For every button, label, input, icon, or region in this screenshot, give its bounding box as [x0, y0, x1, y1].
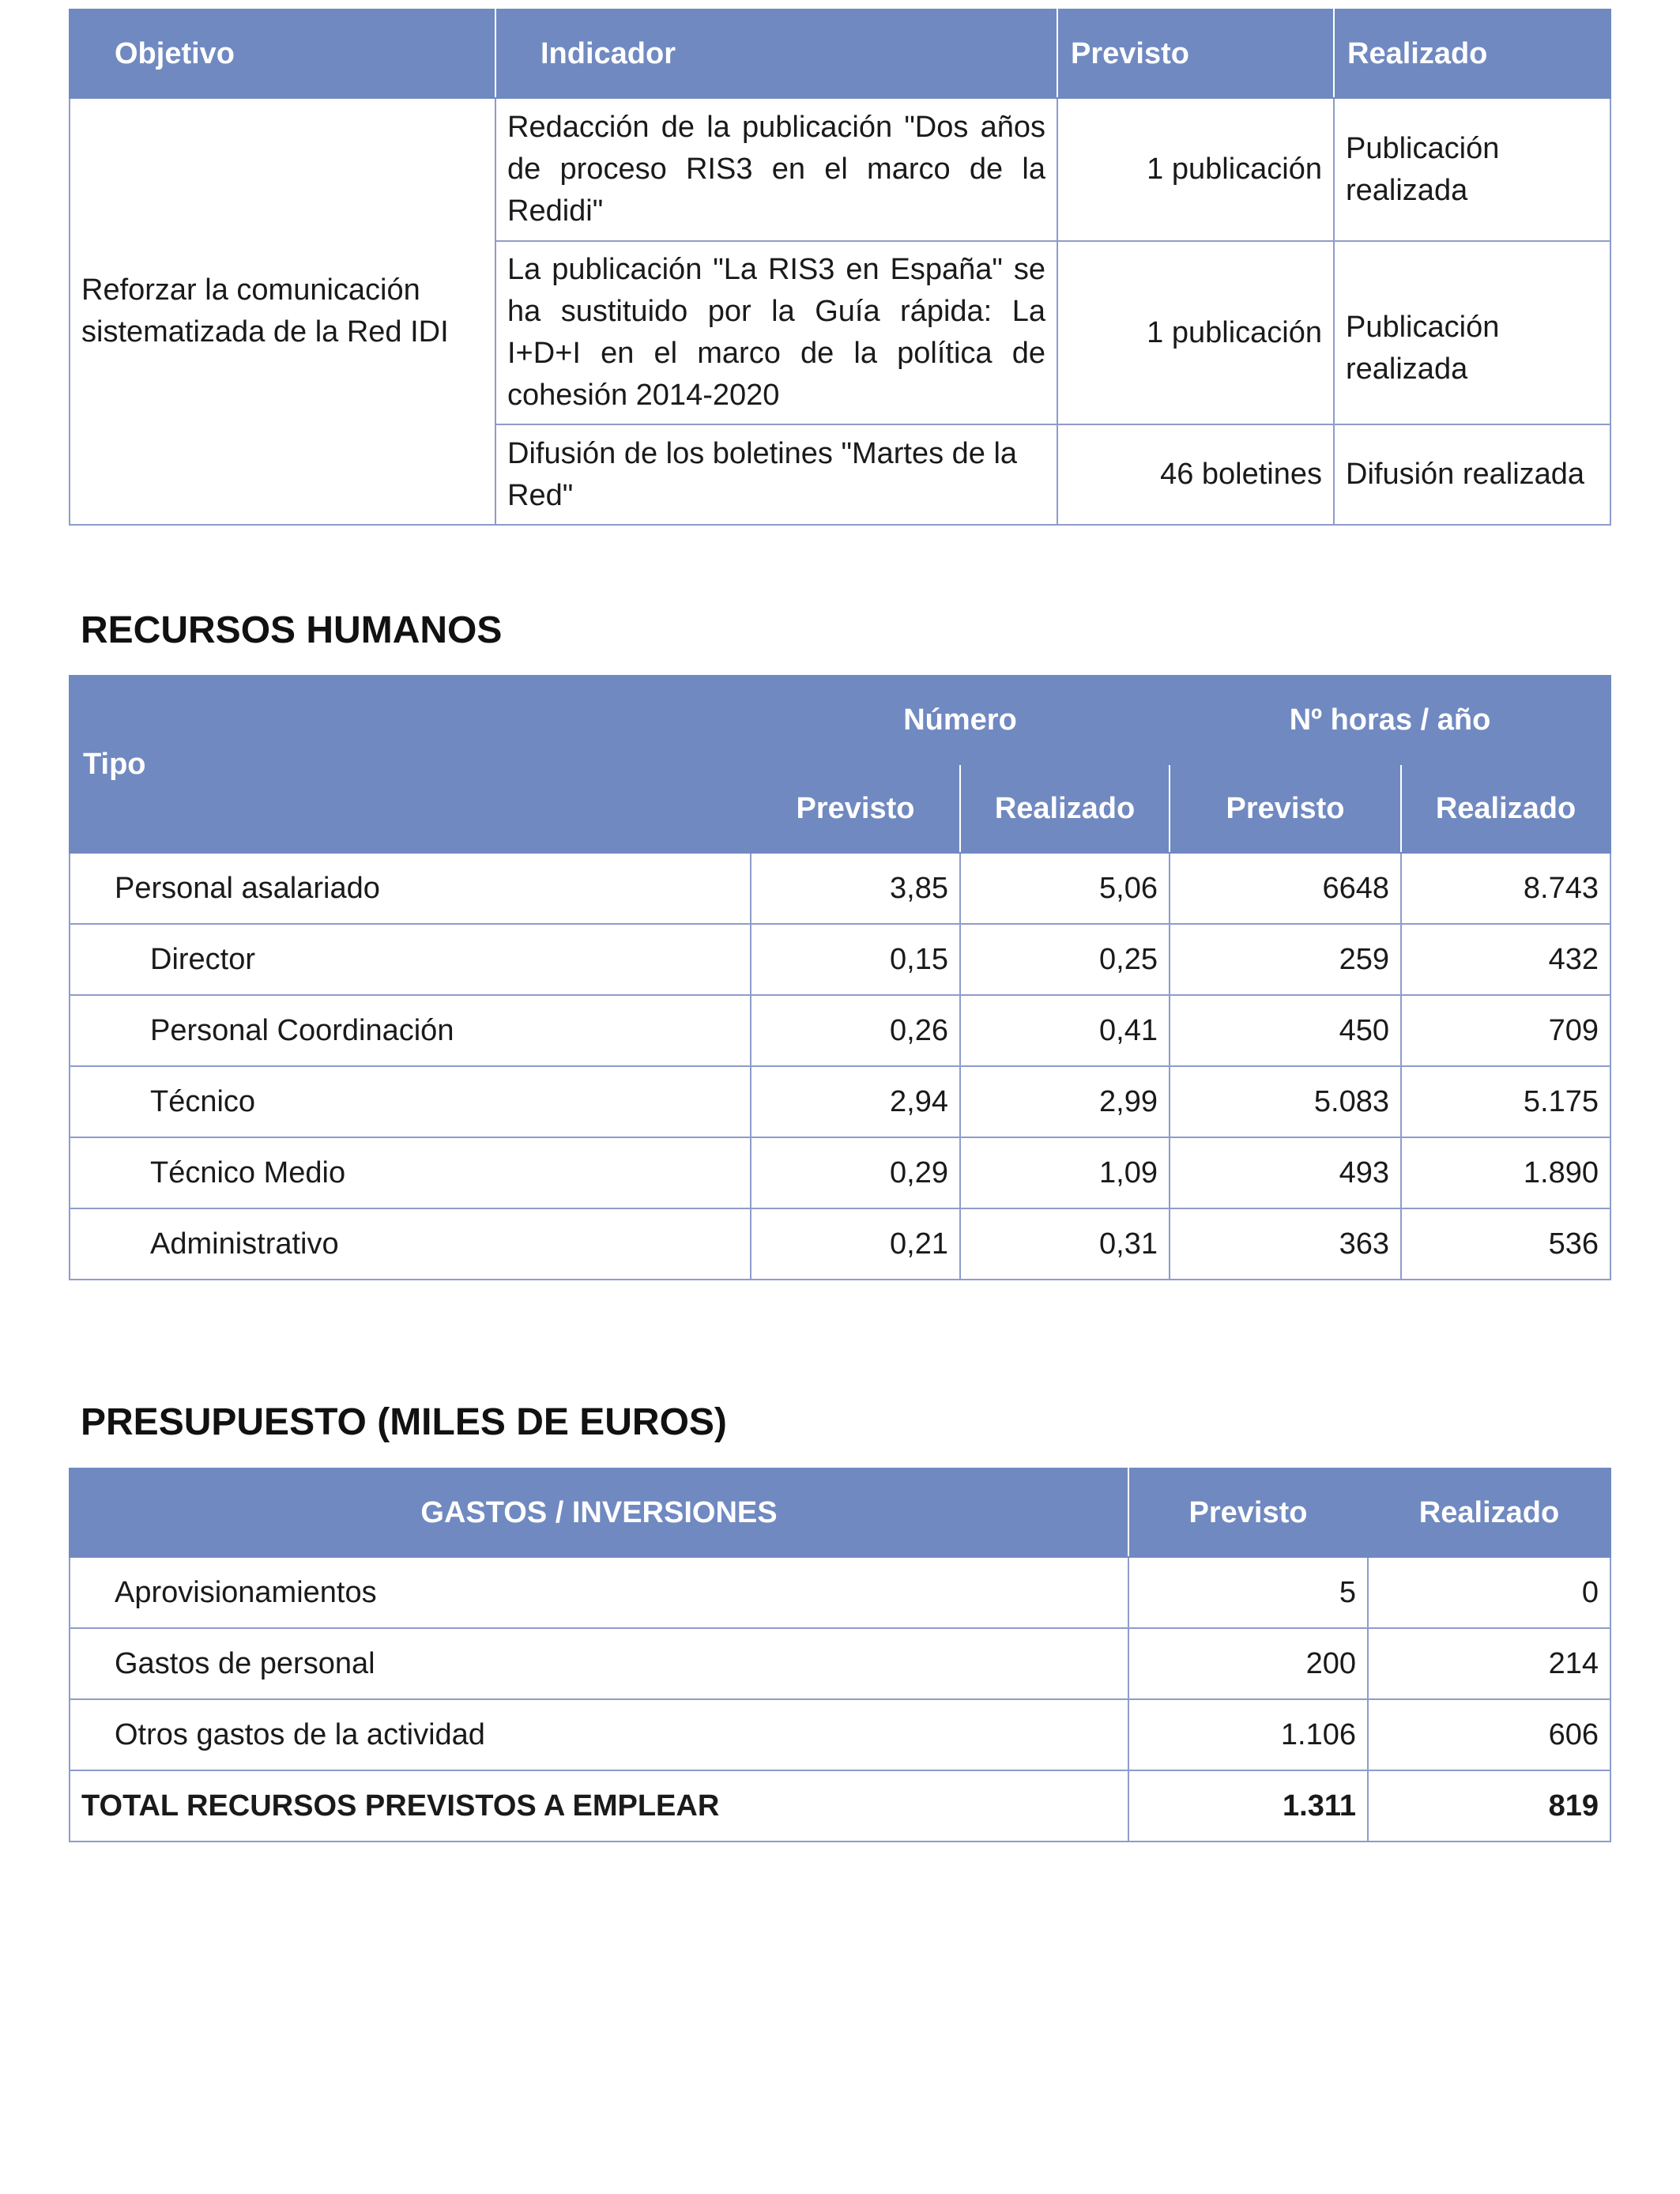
realizado-cell: 214	[1368, 1628, 1610, 1699]
previsto-cell: 200	[1128, 1628, 1368, 1699]
header-previsto: Previsto	[1057, 9, 1334, 98]
header-indicador: Indicador	[495, 9, 1057, 98]
tipo-cell: Personal Coordinación	[70, 995, 751, 1066]
presupuesto-header-row	[70, 1468, 1610, 1557]
previsto-cell: 5	[1128, 1557, 1368, 1628]
num-previsto-cell: 3,85	[751, 853, 960, 924]
previsto-cell: 1 publicación	[1057, 98, 1334, 241]
table-row	[70, 924, 1610, 995]
horas-realizado-cell: 1.890	[1401, 1137, 1610, 1208]
previsto-cell: 1.106	[1128, 1699, 1368, 1770]
header-previsto: Previsto	[1128, 1468, 1368, 1557]
horas-realizado-cell: 709	[1401, 995, 1610, 1066]
realizado-cell: 606	[1368, 1699, 1610, 1770]
tipo-cell: Director	[70, 924, 751, 995]
table-row	[70, 1628, 1610, 1699]
horas-realizado-cell: 5.175	[1401, 1066, 1610, 1137]
num-previsto-cell: 0,21	[751, 1208, 960, 1280]
indicator-cell: Difusión de los boletines "Martes de la Red"	[495, 424, 1057, 525]
header-numero: Número	[751, 676, 1170, 764]
header-numero-previsto: Previsto	[751, 764, 960, 853]
objective-cell: Reforzar la comunicación sistematizada de la Red IDI	[70, 98, 495, 525]
rh-header-row-1	[70, 676, 1610, 764]
horas-realizado-cell: 8.743	[1401, 853, 1610, 924]
header-realizado: Realizado	[1368, 1468, 1610, 1557]
horas-previsto-cell: 450	[1170, 995, 1401, 1066]
presupuesto-table	[69, 1468, 1611, 1842]
previsto-cell: 46 boletines	[1057, 424, 1334, 525]
horas-previsto-cell: 363	[1170, 1208, 1401, 1280]
concepto-cell: Gastos de personal	[70, 1628, 1128, 1699]
table-row	[70, 995, 1610, 1066]
total-label: TOTAL RECURSOS PREVISTOS A EMPLEAR	[70, 1770, 1128, 1842]
header-horas: Nº horas / año	[1170, 676, 1610, 764]
tipo-cell: Administrativo	[70, 1208, 751, 1280]
horas-realizado-cell: 432	[1401, 924, 1610, 995]
num-realizado-cell: 2,99	[960, 1066, 1170, 1137]
num-realizado-cell: 5,06	[960, 853, 1170, 924]
total-row	[70, 1770, 1610, 1842]
objectives-header-row	[70, 9, 1610, 98]
table-row	[70, 1699, 1610, 1770]
table-row	[70, 1066, 1610, 1137]
objectives-table	[69, 9, 1611, 526]
tipo-cell: Técnico	[70, 1066, 751, 1137]
num-realizado-cell: 1,09	[960, 1137, 1170, 1208]
num-realizado-cell: 0,31	[960, 1208, 1170, 1280]
header-horas-previsto: Previsto	[1170, 764, 1401, 853]
concepto-cell: Otros gastos de la actividad	[70, 1699, 1128, 1770]
recursos-humanos-table	[69, 675, 1611, 1280]
header-realizado: Realizado	[1334, 9, 1610, 98]
horas-previsto-cell: 5.083	[1170, 1066, 1401, 1137]
table-row	[70, 1208, 1610, 1280]
header-horas-realizado: Realizado	[1401, 764, 1610, 853]
previsto-cell: 1 publicación	[1057, 241, 1334, 424]
tipo-cell: Técnico Medio	[70, 1137, 751, 1208]
num-previsto-cell: 0,15	[751, 924, 960, 995]
horas-previsto-cell: 259	[1170, 924, 1401, 995]
indicator-cell: Redacción de la publicación "Dos años de proceso RIS3 en el marco de la Redidi"	[495, 98, 1057, 241]
horas-realizado-cell: 536	[1401, 1208, 1610, 1280]
total-realizado: 819	[1368, 1770, 1610, 1842]
header-gastos: GASTOS / INVERSIONES	[70, 1468, 1128, 1557]
indicator-cell: La publicación "La RIS3 en España" se ha sustituido por la Guía rápida: La I+D+I en el marco de la política de cohesión 2014-2020	[495, 241, 1057, 424]
num-previsto-cell: 0,26	[751, 995, 960, 1066]
header-numero-realizado: Realizado	[960, 764, 1170, 853]
realizado-cell: Publicación realizada	[1334, 241, 1610, 424]
horas-previsto-cell: 493	[1170, 1137, 1401, 1208]
horas-previsto-cell: 6648	[1170, 853, 1401, 924]
table-row	[70, 98, 1610, 241]
table-row	[70, 1557, 1610, 1628]
table-row	[70, 853, 1610, 924]
realizado-cell: Difusión realizada	[1334, 424, 1610, 525]
table-row	[70, 1137, 1610, 1208]
total-previsto: 1.311	[1128, 1770, 1368, 1842]
header-objetivo: Objetivo	[70, 9, 495, 98]
realizado-cell: 0	[1368, 1557, 1610, 1628]
num-realizado-cell: 0,25	[960, 924, 1170, 995]
concepto-cell: Aprovisionamientos	[70, 1557, 1128, 1628]
tipo-cell: Personal asalariado	[70, 853, 751, 924]
realizado-cell: Publicación realizada	[1334, 98, 1610, 241]
section-title-recursos-humanos: RECURSOS HUMANOS	[81, 609, 503, 651]
header-tipo: Tipo	[70, 676, 751, 853]
num-previsto-cell: 2,94	[751, 1066, 960, 1137]
section-title-presupuesto: PRESUPUESTO (MILES DE EUROS)	[81, 1401, 727, 1443]
num-previsto-cell: 0,29	[751, 1137, 960, 1208]
num-realizado-cell: 0,41	[960, 995, 1170, 1066]
